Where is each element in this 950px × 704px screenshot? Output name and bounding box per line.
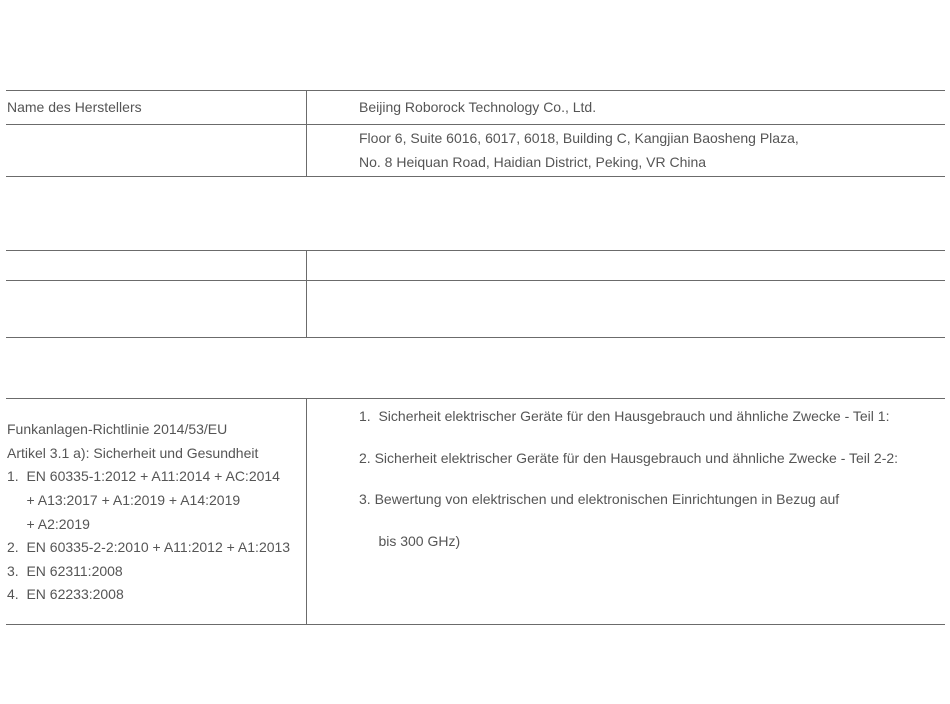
standard-line: 3. EN 62311:2008 [7, 563, 123, 579]
table-rule [6, 124, 945, 125]
table-rule [6, 90, 945, 91]
standard-line: 1. EN 60335-1:2012 + A11:2014 + AC:2014 [7, 468, 280, 484]
directive-article: Artikel 3.1 a): Sicherheit und Gesundheit [7, 445, 259, 461]
table-rule [6, 337, 945, 338]
standard-description: bis 300 GHz) [359, 533, 461, 549]
standard-description: 1. Sicherheit elektrischer Geräte für den Hausgebrauch und ähnliche Zwecke - Teil 1: [359, 408, 890, 424]
standard-line: 4. EN 62233:2008 [7, 586, 124, 602]
table-rule [6, 176, 945, 177]
standard-description: 2. Sicherheit elektrischer Geräte für den Hausgebrauch und ähnliche Zwecke - Teil 2-2: [359, 450, 899, 466]
column-divider [306, 90, 307, 176]
standard-description: 3. Bewertung von elektrischen und elektronischen Einrichtungen in Bezug auf [359, 491, 840, 507]
column-divider [306, 398, 307, 624]
standard-line: 2. EN 60335-2-2:2010 + A11:2012 + A1:2013 [7, 539, 291, 555]
manufacturer-label: Name des Herstellers [7, 99, 142, 115]
column-divider [306, 250, 307, 337]
standard-line: + A13:2017 + A1:2019 + A14:2019 [7, 492, 241, 508]
manufacturer-address-line-2: No. 8 Heiquan Road, Haidian District, Peking, VR China [359, 154, 707, 170]
directive-title: Funkanlagen-Richtlinie 2014/53/EU [7, 421, 228, 437]
table-rule [6, 398, 945, 399]
table-rule [6, 280, 945, 281]
table-rule [6, 624, 945, 625]
manufacturer-name: Beijing Roborock Technology Co., Ltd. [359, 99, 597, 115]
standard-line: + A2:2019 [7, 516, 90, 532]
table-rule [6, 250, 945, 251]
manufacturer-address-line-1: Floor 6, Suite 6016, 6017, 6018, Building C, Kangjian Baosheng Plaza, [359, 130, 799, 146]
